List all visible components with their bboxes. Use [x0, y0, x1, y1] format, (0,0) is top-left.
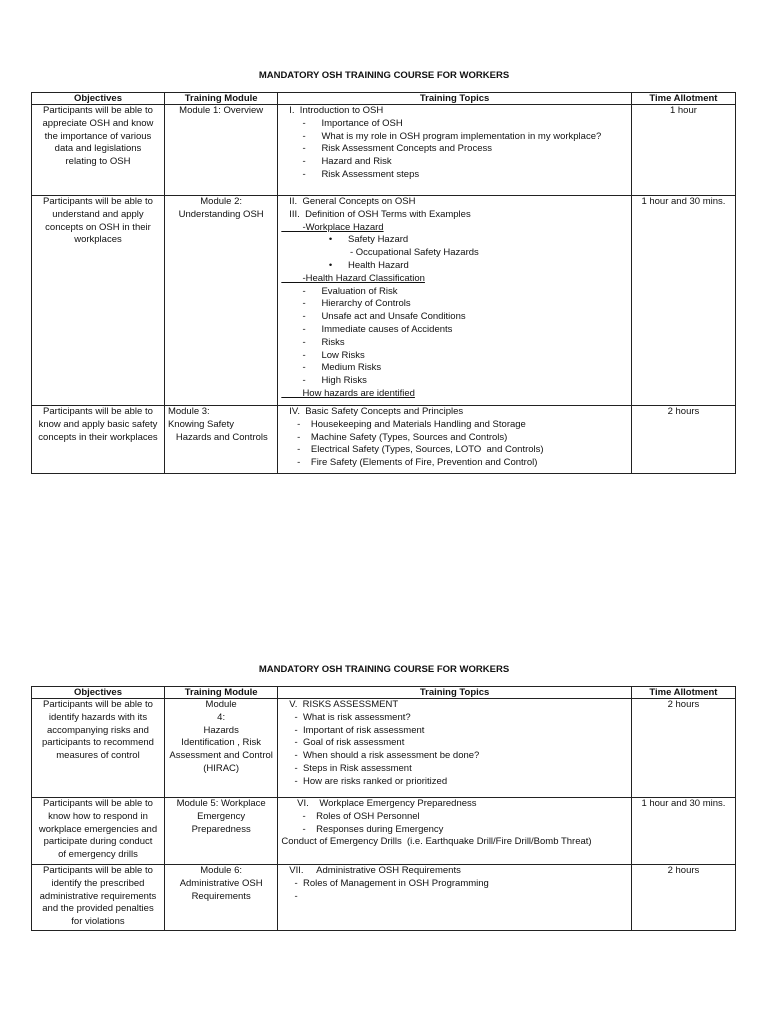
module-line: Administrative OSH — [179, 877, 263, 889]
topics-cell — [278, 105, 632, 196]
document-title-2: MANDATORY OSH TRAINING COURSE FOR WORKERS — [258, 664, 510, 675]
topics-cell — [278, 406, 632, 474]
objectives-line: Participants will be able to — [43, 105, 153, 116]
objectives-line: relating to OSH — [65, 156, 131, 168]
topic-line: - Hazard and Risk — [281, 156, 392, 168]
topic-line: - Risk Assessment Concepts and Process — [281, 143, 492, 155]
objectives-header: Objectives — [32, 93, 165, 105]
objectives-line: Participants will be able to — [43, 196, 153, 207]
objectives-line: administrative requirements — [39, 890, 157, 902]
topic-line: -Workplace Hazard — [281, 221, 384, 233]
training-module-header: Training Module — [164, 93, 277, 105]
objectives-line: Participants will be able to — [43, 699, 153, 710]
module-line: Module 1: Overview — [179, 105, 264, 116]
objectives-line: participants to recommend — [42, 737, 154, 749]
module-line: Requirements — [191, 890, 251, 902]
objectives-line: measures of control — [56, 750, 140, 762]
topic-line: I. Introduction to OSH — [281, 105, 384, 116]
module-line: Module 5: Workplace — [176, 798, 266, 809]
objectives-line: know how to respond in — [48, 810, 148, 822]
topic-line: How hazards are identified — [281, 387, 415, 399]
topic-line: - Goal of risk assessment — [281, 737, 405, 749]
topic-line: - Immediate causes of Accidents — [281, 323, 453, 335]
module-cell — [164, 196, 277, 406]
topics-cell — [278, 699, 632, 798]
topic-line: IV. Basic Safety Concepts and Principles — [281, 406, 464, 417]
module-cell — [164, 105, 277, 196]
topic-line: - Fire Safety (Elements of Fire, Prevention and Control) — [281, 457, 538, 469]
topic-line: - Low Risks — [281, 349, 365, 361]
topics-cell — [278, 196, 632, 406]
training-table-2 — [31, 686, 736, 931]
topic-line: III. Definition of OSH Terms with Examples — [281, 208, 471, 220]
time-cell: 2 hours — [631, 406, 735, 474]
topic-line: - Steps in Risk assessment — [281, 762, 412, 774]
objectives-cell — [32, 865, 165, 931]
module-line: Module — [205, 699, 237, 710]
table-row — [32, 406, 736, 474]
time-cell: 1 hour and 30 mins. — [631, 798, 735, 865]
objectives-line: Participants will be able to — [43, 406, 153, 417]
module-line: Hazards and Controls — [167, 431, 268, 443]
topic-line: - Hierarchy of Controls — [281, 298, 411, 310]
module-line: Identification , Risk — [181, 737, 261, 749]
topic-line: - Machine Safety (Types, Sources and Controls) — [281, 431, 508, 443]
objectives-line: appreciate OSH and know — [42, 117, 154, 129]
time-cell: 1 hour and 30 mins. — [631, 196, 735, 406]
topic-line: - When should a risk assessment be done? — [281, 750, 480, 762]
topic-line: - Medium Risks — [281, 362, 382, 374]
topic-line: - Housekeeping and Materials Handling and Storage — [281, 418, 526, 430]
topic-line: - Electrical Safety (Types, Sources, LOTO and Controls) — [281, 444, 544, 456]
module-line: Module 2: — [200, 196, 242, 207]
topic-line: VI. Workplace Emergency Preparedness — [281, 798, 477, 809]
objectives-cell — [32, 798, 165, 865]
topic-line: - Important of risk assessment — [281, 724, 425, 736]
objectives-cell — [32, 196, 165, 406]
module-cell — [164, 798, 277, 865]
module-line: (HIRAC) — [203, 762, 240, 774]
module-line: Emergency — [197, 810, 246, 822]
topic-line: - Risk Assessment steps — [281, 168, 420, 180]
objectives-line: identify the prescribed — [51, 877, 145, 889]
document-title-1: MANDATORY OSH TRAINING COURSE FOR WORKERS — [258, 70, 510, 81]
table-row — [32, 865, 736, 931]
topic-line: - Unsafe act and Unsafe Conditions — [281, 311, 466, 323]
topics-cell — [278, 865, 632, 931]
objectives-line: participate during conduct — [43, 836, 153, 848]
topic-line: - Importance of OSH — [281, 117, 403, 129]
objectives-line: understand and apply — [52, 208, 144, 220]
module-line: Module 3: — [167, 406, 210, 417]
module-line: Module 6: — [200, 865, 242, 876]
topic-line: VII. Administrative OSH Requirements — [281, 865, 461, 876]
module-line: Hazards — [203, 724, 239, 736]
objectives-line: accompanying risks and — [47, 724, 149, 736]
objectives-line: Participants will be able to — [43, 865, 153, 876]
objectives-line: identify hazards with its — [48, 711, 148, 723]
module-cell — [164, 865, 277, 931]
topic-line: - How are risks ranked or prioritized — [281, 775, 448, 787]
topic-line: • Safety Hazard — [281, 234, 409, 246]
topic-line: - Evaluation of Risk — [281, 285, 398, 297]
topic-line: -Health Hazard Classification — [281, 272, 425, 284]
module-line: 4: — [217, 711, 226, 723]
topic-line: - — [281, 890, 298, 902]
module-line: Preparedness — [191, 823, 251, 835]
table-header-row — [32, 93, 736, 105]
objectives-cell — [32, 699, 165, 798]
objectives-line: concepts in their workplaces — [38, 431, 158, 443]
topic-line: - Responses during Emergency — [281, 823, 444, 835]
module-line: Assessment and Control — [169, 750, 273, 762]
topic-line: - What is my role in OSH program implementation in my workplace? — [281, 130, 602, 142]
topic-line: - Roles of Management in OSH Programming — [281, 877, 489, 889]
training-module-header: Training Module — [164, 687, 277, 699]
time-cell: 1 hour — [631, 105, 735, 196]
table-header-row — [32, 687, 736, 699]
training-table-1 — [31, 92, 736, 474]
time-allotment-header: Time Allotment — [631, 93, 735, 105]
training-topics-header: Training Topics — [278, 93, 632, 105]
module-cell — [164, 699, 277, 798]
topic-line: - What is risk assessment? — [281, 711, 411, 723]
module-line: Knowing Safety — [167, 418, 234, 430]
time-allotment-header: Time Allotment — [631, 687, 735, 699]
table-row — [32, 105, 736, 196]
topics-cell — [278, 798, 632, 865]
module-cell — [164, 406, 277, 474]
topic-line: - Occupational Safety Hazards — [281, 247, 479, 259]
module-line: Understanding OSH — [178, 208, 264, 220]
topic-line: - Risks — [281, 336, 345, 348]
objectives-cell — [32, 105, 165, 196]
objectives-line: for violations — [71, 916, 125, 928]
objectives-line: Participants will be able to — [43, 798, 153, 809]
topic-line: • Health Hazard — [281, 259, 409, 271]
objectives-line: know and apply basic safety — [38, 418, 158, 430]
topic-line: - High Risks — [281, 375, 367, 387]
table-row — [32, 798, 736, 865]
topic-line: Conduct of Emergency Drills (i.e. Earthquake Drill/Fire Drill/Bomb Threat) — [281, 836, 592, 848]
objectives-line: and the provided penalties — [42, 903, 154, 915]
time-cell: 2 hours — [631, 699, 735, 798]
time-cell: 2 hours — [631, 865, 735, 931]
objectives-line: concepts on OSH in their — [45, 221, 151, 233]
training-topics-header: Training Topics — [278, 687, 632, 699]
objectives-line: data and legislations — [54, 143, 142, 155]
table-row — [32, 699, 736, 798]
objectives-line: workplace emergencies and — [38, 823, 158, 835]
table-row — [32, 196, 736, 406]
objectives-header: Objectives — [32, 687, 165, 699]
topic-line: V. RISKS ASSESSMENT — [281, 699, 399, 710]
objectives-line: of emergency drills — [58, 849, 138, 861]
objectives-line: the importance of various — [44, 130, 152, 142]
objectives-cell — [32, 406, 165, 474]
topic-line: - Roles of OSH Personnel — [281, 810, 420, 822]
objectives-line: workplaces — [74, 234, 122, 246]
topic-line: II. General Concepts on OSH — [281, 196, 416, 207]
